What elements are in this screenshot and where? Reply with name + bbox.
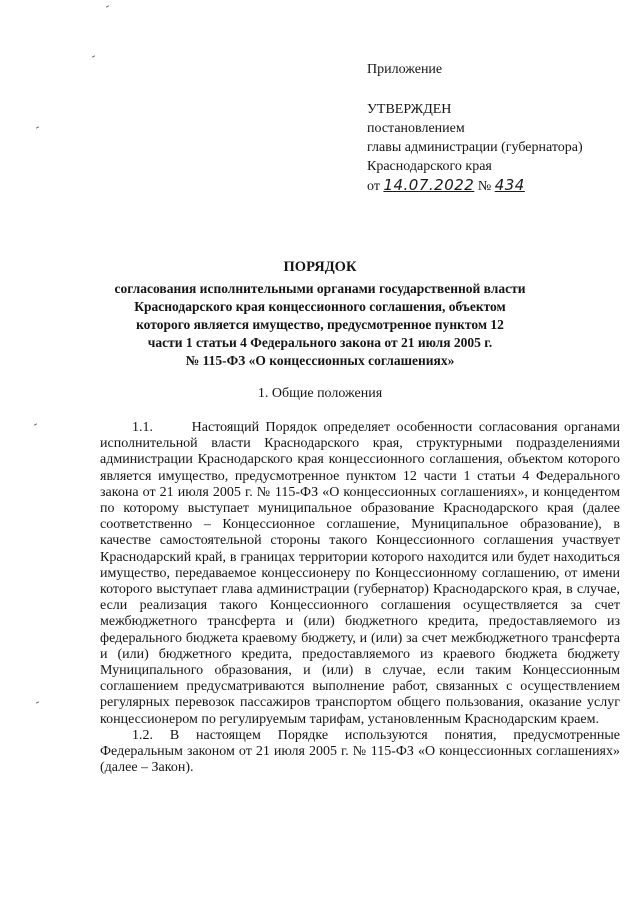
section-title: 1. Общие положения [257,386,383,401]
document-body [100,420,620,776]
title-line: которого является имущество, предусмотренное пунктом 12 [136,317,504,332]
scan-mark [34,423,37,425]
title-line: Краснодарского края концессионного соглашения, объектом [134,299,506,314]
paragraph-1-1: 1.1. Настоящий Порядок определяет особенности согласования органами исполнительной власти Краснодарского края, структурными подразделениями администрации Краснодарского края концессионного соглашения, объектом которого является имущество, предусмотренное пунктом 12 части 1 статьи 4 Федерального закона от 21 июля 2005 г. № 115-ФЗ «О концессионных соглашениях», и концедентом по которому выступает муниципальное образование Краснодарского края (далее соответственно – Концессионное соглашение, Муниципальное образование), в качестве самостоятельной стороны такого Концессионного соглашения участвует Краснодарский край, в границах территории которого находится или будет находиться имущество, передаваемое концессионеру по Концессионному соглашению, от имени которого выступает глава администрации (губернатор) Краснодарского края, в случае, если реализация такого Концессионного соглашения осуществляется за счет межбюджетного трансферта и (или) бюджетного кредита, предоставляемого из федерального бюджета краевому бюджету, и (или) за счет межбюджетного трансферта и (или) бюджетного кредита, предоставляемого из краевого бюджета бюджету Муниципального образования, и (или) в случае, если таким Концессионным соглашением предусматриваются выполнение работ, связанных с осуществлением регулярных перевозок пассажиров транспортом общего пользования, оказание услуг концессионером по регулируемым тарифам, установленным Краснодарским краем. [100,420,620,727]
scan-mark [36,126,39,128]
approval-date-line [367,176,627,196]
handwritten-number: 434 [494,176,525,194]
handwritten-date: 14.07.2022 [383,176,475,194]
approval-line-1: постановлением [367,121,465,136]
approval-block [367,60,627,196]
scan-mark [106,5,109,7]
scan-mark [92,55,95,57]
document-title [100,258,540,370]
date-prefix: от [367,179,380,194]
approval-line-2: главы администрации (губернатора) [367,140,583,155]
scan-mark [36,701,39,703]
title-line: части 1 статьи 4 Федерального закона от 21 июля 2005 г. [147,335,493,350]
approved-label: УТВЕРЖДЕН [367,102,452,117]
number-prefix: № [477,179,492,194]
appendix-label: Приложение [367,62,443,77]
title-line: № 115-ФЗ «О концессионных соглашениях» [185,353,455,368]
title-line: согласования исполнительными органами государственной власти [114,281,526,296]
approval-line-3: Краснодарского края [367,159,492,174]
title-heading: ПОРЯДОК [283,259,357,275]
paragraph-1-2: 1.2. В настоящем Порядке используются понятия, предусмотренные Федеральным законом от 21 июля 2005 г. № 115-ФЗ «О концессионных соглашениях» (далее – Закон). [100,727,620,776]
